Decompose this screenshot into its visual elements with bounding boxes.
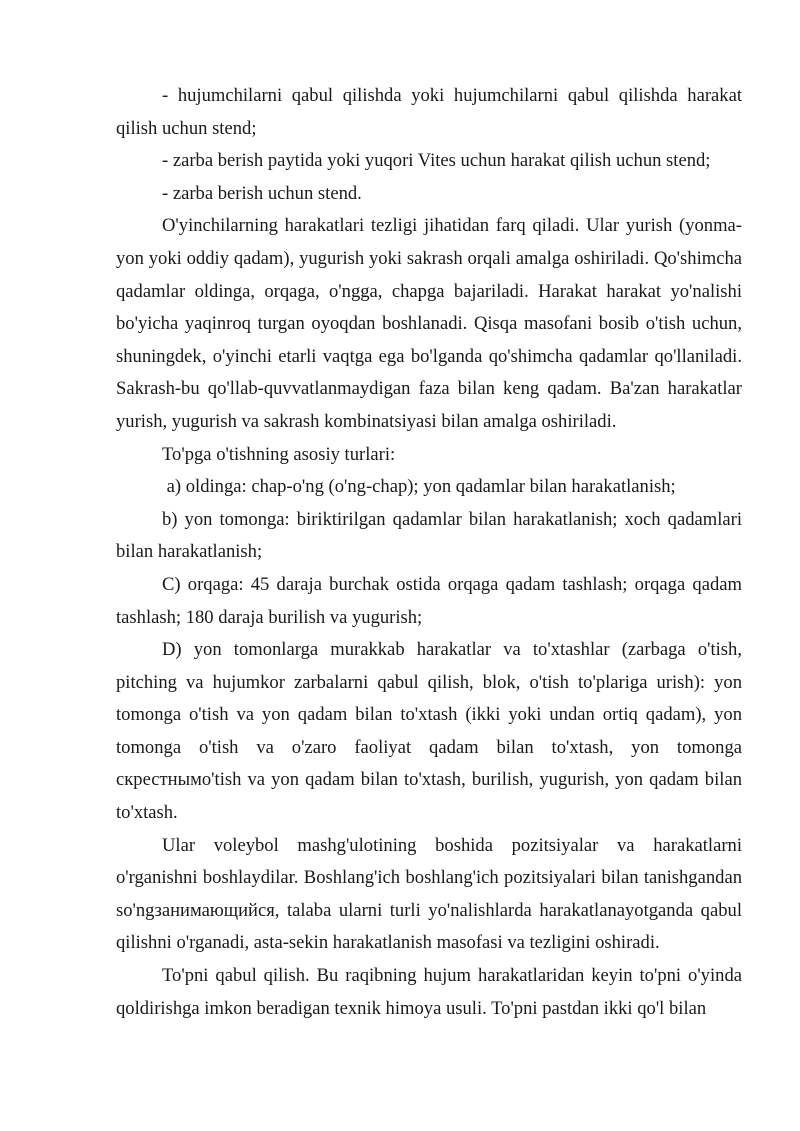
list-item-sideways: b) yon tomonga: biriktirilgan qadamlar bilan harakatlanish; xoch qadamlari bilan harakatlanish; (116, 508, 742, 563)
paragraph-ball-receiving: To'pni qabul qilish. Bu raqibning hujum harakatlaridan keyin to'pni o'yinda qoldirishga imkon beradigan texnik himoya usuli. To'pni pastdan ikki qo'l bilan (116, 965, 742, 1019)
paragraph-ball-approach-types: To'pga o'tishning asosiy turlari: (162, 443, 396, 465)
list-item-complex-moves: D) yon tomonlarga murakkab harakatlar va to'xtashlar (zarbaga o'tish, pitching va hujumkor zarbalarni qabul qilish, blok, o'tish to'plariga urish): yon tomonga o'tish va yon qadam bilan to'xtash (ikki yoki undan ortiq qadam), yon tomonga o'tish va o'zaro faoliyat qadam bilan to'xtash, yon tomonga скрестнымо'tish va yon qadam bilan to'xtash, burilish, yugurish, yon qadam bilan to'xtash. (116, 639, 742, 824)
paragraph-stand-strike-time: - zarba berish paytida yoki yuqori Vites uchun harakat qilish uchun stend; (162, 150, 711, 172)
document-page (116, 80, 742, 1025)
paragraph-player-movements: O'yinchilarning harakatlari tezligi jihatidan farq qiladi. Ular yurish (yonma-yon yoki oddiy qadam), yugurish yoki sakrash orqali amalga oshiriladi. Qo'shimcha qadamlar oldinga, orqaga, o'ngga, chapga bajariladi. Harakat harakat yo'nalishi bo'yicha yaqinroq turgan oyoqdan boshlanadi. Qisqa masofani bosib o'tish uchun, shuningdek, o'yinchi etarli vaqtga ega bo'lganda qo'shimcha qadamlar qo'llaniladi. Sakrash-bu qo'llab-quvvatlanmaydigan faza bilan keng qadam. Ba'zan harakatlar yurish, yugurish va sakrash kombinatsiyasi bilan amalga oshiriladi. (116, 215, 742, 432)
paragraph-training-start: Ular voleybol mashg'ulotining boshida pozitsiyalar va harakatlarni o'rganishni boshlaydilar. Boshlang'ich boshlang'ich pozitsiyalari bilan tanishgandan so'ngзанимающийся, talaba ularni turli yo'nalishlarda harakatlanayotganda qabul qilishni o'rganadi, asta-sekin harakatlanish masofasi va tezligini oshiradi. (116, 834, 742, 954)
paragraph-stand-receiving: - hujumchilarni qabul qilishda yoki hujumchilarni qabul qilishda harakat qilish uchun stend; (116, 85, 742, 139)
list-item-backward: C) orqaga: 45 daraja burchak ostida orqaga qadam tashlash; orqaga qadam tashlash; 180 daraja burilish va yugurish; (116, 573, 742, 628)
list-item-forward: a) oldinga: chap-o'ng (o'ng-chap); yon qadamlar bilan harakatlanish; (162, 476, 676, 498)
paragraph-stand-strike: - zarba berish uchun stend. (162, 182, 362, 204)
